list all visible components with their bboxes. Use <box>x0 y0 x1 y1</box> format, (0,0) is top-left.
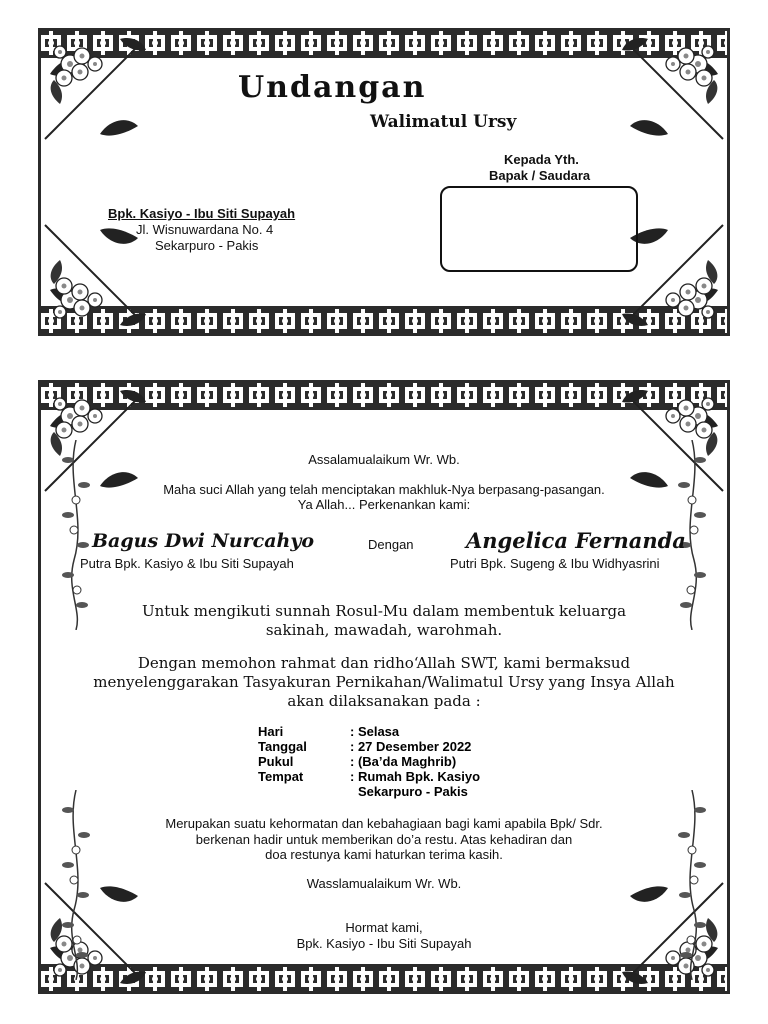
detail-value: Sekarpuro - Pakis <box>358 784 468 799</box>
flower-ornament-icon <box>40 220 150 330</box>
closing-line: doa restunya kami haturkan terima kasih. <box>265 847 503 862</box>
detail-value: : 27 Desember 2022 <box>350 739 472 754</box>
flower-ornament-icon <box>40 34 150 144</box>
bride-parents: Putri Bpk. Sugeng & Ibu Widhyasrini <box>450 556 660 571</box>
purpose-line: Untuk mengikuti sunnah Rosul-Mu dalam membentuk keluarga <box>141 602 627 620</box>
farewell: Wasslamualaikum Wr. Wb. <box>306 876 462 891</box>
recipient-address-box[interactable] <box>440 186 638 272</box>
recipient-line: Kepada Yth. <box>504 152 579 167</box>
opening-line: Ya Allah... Perkenankan kami: <box>297 497 471 512</box>
opening-line: Maha suci Allah yang telah menciptakan makhluk-Nya berpasang-pasangan. <box>163 482 605 497</box>
purpose-line: sakinah, mawadah, warohmah. <box>265 621 503 639</box>
detail-label: Hari <box>258 724 284 739</box>
signature: Bpk. Kasiyo - Ibu Siti Supayah <box>296 936 472 951</box>
detail-value: : (Ba’da Maghrib) <box>350 754 457 769</box>
recipient-line: Bapak / Saudara <box>489 168 591 183</box>
detail-value: : Rumah Bpk. Kasiyo <box>350 769 481 784</box>
intent-line: Dengan memohon rahmat dan ridho‘Allah SWT, kami bermaksud <box>137 654 631 672</box>
regards: Hormat kami, <box>345 920 423 935</box>
detail-label: Tempat <box>258 769 304 784</box>
detail-label: Tanggal <box>258 739 307 754</box>
sender-address: Sekarpuro - Pakis <box>155 238 259 253</box>
greeting: Assalamualaikum Wr. Wb. <box>308 452 460 467</box>
detail-value: : Selasa <box>350 724 400 739</box>
cover-subtitle: Walimatul Ursy <box>370 112 517 132</box>
groom-name: Bagus Dwi Nurcahyo <box>92 530 315 552</box>
bride-name: Angelica Fernanda <box>466 528 686 553</box>
connector-text: Dengan <box>368 537 414 552</box>
closing-line: Merupakan suatu kehormatan dan kebahagiaan bagi kami apabila Bpk/ Sdr. <box>165 816 603 831</box>
intent-line: akan dilaksanakan pada : <box>287 692 481 710</box>
closing-line: berkenan hadir untuk memberikan do’a restu. Atas kehadiran dan <box>195 832 573 847</box>
groom-parents: Putra Bpk. Kasiyo & Ibu Siti Supayah <box>80 556 294 571</box>
invitation-body <box>38 380 730 994</box>
detail-label: Pukul <box>258 754 294 769</box>
envelope-cover <box>38 28 730 336</box>
flower-ornament-icon <box>618 34 728 144</box>
cover-title: Undangan <box>238 70 427 105</box>
sender-name: Bpk. Kasiyo - Ibu Siti Supayah <box>108 206 296 221</box>
intent-line: menyelenggarakan Tasyakuran Pernikahan/Walimatul Ursy yang Insya Allah <box>93 673 675 691</box>
sender-address: Jl. Wisnuwardana No. 4 <box>136 222 274 237</box>
